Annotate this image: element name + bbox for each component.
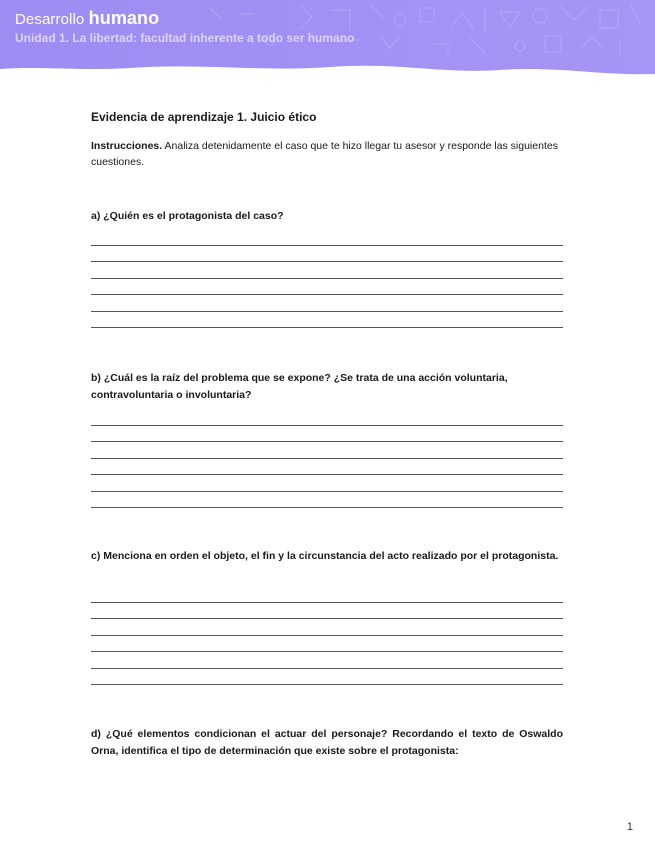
answer-line[interactable] [91, 327, 563, 328]
question-d: d) ¿Qué elementos condicionan el actuar del personaje? Recordando el texto de Oswaldo Orna, identifica el tipo de determinación que existe sobre el protagonista: [91, 728, 563, 757]
answer-line[interactable] [91, 294, 563, 295]
answer-line[interactable] [91, 311, 563, 312]
question-c: c) Menciona en orden el objeto, el fin y la circunstancia del acto realizado por el protagonista. [91, 550, 559, 562]
answer-line[interactable] [91, 635, 563, 636]
unit-subtitle: Unidad 1. La libertad: facultad inherente a todo ser humano [15, 31, 355, 45]
answer-lines-c [91, 602, 563, 700]
answer-line[interactable] [91, 618, 563, 619]
answer-line[interactable] [91, 602, 563, 603]
course-title-prefix: Desarrollo [15, 11, 85, 28]
answer-line[interactable] [91, 651, 563, 652]
answer-lines-a [91, 245, 563, 343]
answer-lines-b [91, 425, 563, 523]
answer-line[interactable] [91, 278, 563, 279]
answer-line[interactable] [91, 668, 563, 669]
answer-line[interactable] [91, 507, 563, 508]
answer-line[interactable] [91, 491, 563, 492]
answer-line[interactable] [91, 261, 563, 262]
instructions-text: Analiza detenidamente el caso que te hizo llegar tu asesor y responde las siguientes cuestiones. [91, 140, 558, 168]
page-number: 1 [626, 821, 633, 833]
answer-line[interactable] [91, 441, 563, 442]
instructions-label: Instrucciones. [91, 140, 163, 152]
answer-line[interactable] [91, 245, 563, 246]
answer-line[interactable] [91, 474, 563, 475]
answer-line[interactable] [91, 458, 563, 459]
instructions [91, 138, 563, 170]
course-title-strong: humano [88, 8, 160, 28]
page-title: Evidencia de aprendizaje 1. Juicio ético [91, 110, 317, 124]
answer-line[interactable] [91, 684, 563, 685]
course-title [15, 8, 159, 29]
question-b: b) ¿Cuál es la raíz del problema que se expone? ¿Se trata de una acción voluntaria, contravoluntaria o involuntaria? [91, 372, 508, 401]
question-a: a) ¿Quién es el protagonista del caso? [91, 210, 284, 222]
header-banner [0, 0, 655, 80]
answer-line[interactable] [91, 425, 563, 426]
